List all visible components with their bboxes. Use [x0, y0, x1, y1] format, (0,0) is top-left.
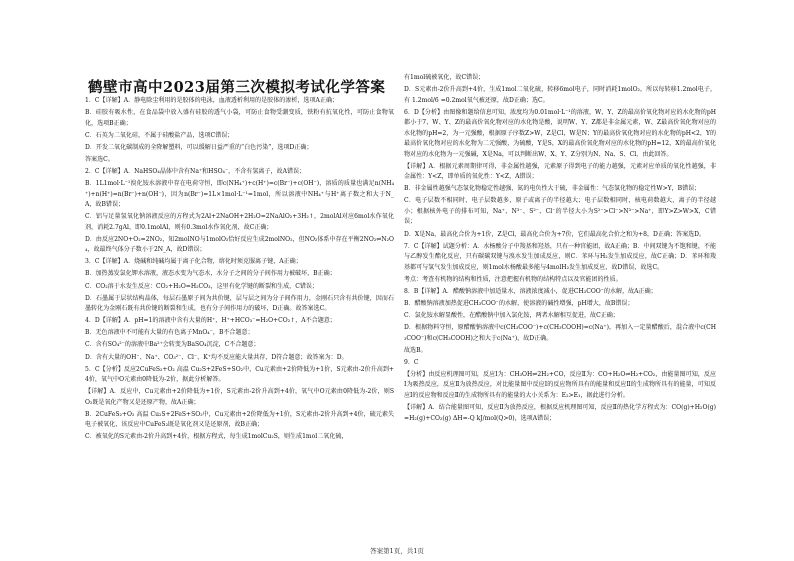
right-paragraph: 6．D【分析】由图像和题给信息可知，浓度均为0.01mol·L⁻¹的溶液，W、Y、Z的最高价氧化物对应的水化物的pH都小于7，W、Y、Z的最高价氧化物对应的水化物是酸，说明W、Y、Z都是非金属元素，W、Z最高价氧化物对应的水化物的pH=2，为一元强酸，根据原子序数Z>W，Z是Cl，W是N；Y的最高价氧化物对应的水化物的pH<2，Y的最高价氧化物对应的水化物为二元强酸，为硫酸，Y是S，X的最高价氧化物对应的水化物的pH=12，X的最高价氧化物对应的水化物为一元强碱，X是Na，可以判断出W、X、Y、Z分别为N、Na、S、Cl，由此回答。	[404, 108, 716, 158]
right-paragraph: 8．B【详解】A．醋酸钠溶液中加适量水，溶液浓度减小，促进CH₃COO⁻的水解，故A正确；	[404, 287, 657, 295]
left-paragraph: 3．C【详解】A．烧碱和纯碱均属于离子化合物，熔化时须克服离子键，A正确；	[85, 258, 302, 266]
left-paragraph: D．含有大量的OH⁻、Na⁺、CO₃²⁻、Cl⁻、K⁺均不反应能大量共存，D符合题意；故答案为：D。	[85, 353, 348, 361]
right-paragraph: 9．C	[404, 358, 419, 366]
left-paragraph: B．无色溶液中不可能有大量的有色离子MnO₄⁻，B不合题意；	[85, 329, 254, 337]
left-paragraph: 2．C【详解】A．NaHSO₄晶体中含有Na⁺和HSO₄⁻，不含有氢离子，故A错误；	[85, 167, 306, 175]
right-paragraph: 故选B。	[404, 346, 427, 354]
right-paragraph: C．氯化铵水解显酸性，在醋酸钠中加入氯化铵，两者水解相互促进，故C正确；	[404, 312, 619, 320]
left-paragraph: B．2CuFeS₂+O₂ 高温 Cu₂S+2FeS+SO₂中，Cu元素由+2价降低为+1价，S元素由-2价升高到+4价，硫元素失电子被氧化，该反应中CuFeS₂既是氧化剂又是还原剂，故B正确；	[85, 410, 394, 429]
left-paragraph: C．铝与足量氢氧化钠溶液反应的方程式为2Al+2NaOH+2H₂O=2NaAlO₂+3H₂↑，2molAl对应6mol水作氧化剂，消耗2.7gAl，即0.1molAl，则有0.3mol水作氧化剂，故C正确；	[85, 213, 394, 231]
left-paragraph: D．石墨属于层状结构晶体，每层石墨原子间为共价键，层与层之间为分子间作用力，金刚石只含有共价键，因而石墨转化为金刚石既有共价键的断裂和生成，也有分子间作用力的破坏，D正确。故答案选C。	[85, 294, 394, 313]
right-paragraph: 有1mol硫被氧化，故C错误；	[404, 74, 485, 81]
left-paragraph: B．1L1mol·L⁻¹溴化铵水溶液中存在电荷守恒，即c(NH₄⁺)+c(H⁺)=c(Br⁻)+c(OH⁻)，溶质的质量也满足n(NH₄⁺)+n(H⁺)=n(Br⁻)+n(OH⁻)，因为n(Br⁻)=1L×1mol·L⁻¹=1mol，所以溶液中NH₄⁺与H⁺离子数之和大于N_A，故B错误；	[85, 180, 394, 209]
left-paragraph: C．含有SO₄²⁻的溶液中Ba²⁺会转变为BaSO₄沉淀，C不合题意；	[85, 341, 260, 349]
right-paragraph: D．X是Na，最高化合价为+1价，Z是Cl，最高化合价为+7价，它们最高化合价之和为+8，D正确；答案选D。	[404, 230, 706, 238]
right-paragraph: 【详解】A．结合能量图可知，反应Ⅱ为放热反应，根据反应机理图可知，反应Ⅱ的热化学方程式为：CO(g)+H₂O(g)=H₂(g)+CO₂(g) ΔH=-Q kJ/mol(Q>0)，选项A错误；	[404, 404, 716, 422]
left-column	[85, 96, 394, 444]
right-paragraph: C．电子层数不相同时，电子层数越多，原子或离子的半径越大；电子层数相同时，核电荷数越大，离子的半径越小；根据核外电子的排布可知，Na⁺、N³⁻、S²⁻、Cl⁻的半径大小为S²⁻>Cl⁻>N³⁻>Na⁺，即Y>Z>W>X，C错误；	[404, 197, 716, 226]
page-footer: 答案第1页，共1页	[370, 547, 424, 555]
right-paragraph: 【详解】A．根据元素周期律可得，非金属性越强，元素原子得到电子的能力越强，元素对应单质的氧化性越强，非金属性：Y<Z，即单质的氧化性：Y<Z，A错误；	[404, 162, 716, 181]
left-paragraph: 1．C【详解】A．静电除尘利用的是胶体的电泳，血液透析利用的是胶体的渗析，选项A正确；	[85, 97, 339, 104]
left-paragraph: C．被氧化的S元素由-2价升高到+4价，根据方程式，每生成1molCu₂S，则生成1mol二氧化硫，	[85, 433, 348, 441]
right-paragraph: B．醋酸钠溶液加热促进CH₃COO⁻的水解，使溶液的碱性增强，pH增大，故B错误；	[404, 299, 634, 307]
left-paragraph: 答案选C。	[85, 155, 114, 163]
document-title: 鹤壁市高中2023届第三次模拟考试化学答案	[88, 79, 386, 96]
left-paragraph: B．加热蒸发氯化钾水溶液，液态水变为气态水，水分子之间的分子间作用力被破坏，B正确；	[85, 270, 336, 278]
left-paragraph: 【详解】A．反应中，Cu元素由+2价降低为+1价，S元素由-2价升高到+4价，氧气中O元素由0降低为-2价，则SO₂既是氧化产物又是还原产物，故A正确；	[85, 388, 394, 406]
left-paragraph: B．硅胶有吸水性，在食品袋中放入盛有硅胶的透气小袋，可防止食物受潮变质，铁粉有抗氧化性，可防止食物氧化，选项B正确；	[85, 109, 394, 127]
right-paragraph: D．根据物料守恒，原醋酸钠溶液中c(CH₃COO⁻)+c(CH₃COOH)=c(Na⁺)，再加入一定量醋酸后，混合液中c(CH₃COO⁻)和c(CH₃COOH)之和大于c(Na⁺)，故D正确。	[404, 324, 716, 342]
left-paragraph: D．由反应2NO+O₂=2NO₂，知2molNO与1molO₂恰好反应生成2molNO₂，但NO₂体系中存在平衡2NO₂⇌N₂O₄，故最终气体分子数小于2N_A，故D错误；	[85, 235, 394, 254]
right-paragraph: 7．C【详解】试题分析：A．水杨酸分子中羧基和羟基，只有一种官能团，故A正确；B．中间双键为不饱和键，不能与乙醇发生酯化反应，只有碳碳双键与溴水发生加成反应，则C．苯环与H₂发生加成反应，故C正确；D．苯环和羧基都可与氢气发生加成反应，则1mol水杨酸最多能与4molH₂发生加成反应，故D错误，故选C。	[404, 242, 716, 271]
left-paragraph: C．CO₂溶于水发生反应：CO₂+H₂O=H₂CO₃，这里有化学键的断裂和生成，C错误；	[85, 282, 318, 290]
left-paragraph: C．石英为二氧化硅，不属于硅酸盐产品，选项C错误；	[85, 131, 234, 139]
right-paragraph: D．S元素由-2价升高到+4价，生成1mol二氧化硫，转移6mol电子，同时消耗1molO₂，所以每转移1.2mol电子，有 1.2mol/6 =0.2mol氧气被还原，故D正确；选C。	[404, 86, 716, 104]
right-paragraph: 考点：考查有机物的结构和性质，注意把握有机物的结构特点以及官能团的性质。	[404, 275, 622, 283]
left-paragraph: 5．C【分析】反应2CuFeS₂+O₂ 高温 Cu₂S+2FeS+SO₂中，Cu元素由+2价降低为+1价，S元素由-2价升高到+4价，氧气中O元素由0降低为-2价，据此分析解答。	[85, 365, 394, 384]
left-paragraph: 4．D【详解】A．pH=1的溶液中含有大量的H⁺，H⁺+HCO₃⁻=H₂O+CO₂↑，A不合题意；	[85, 317, 336, 325]
right-paragraph: 【分析】由反应机理图可知，反应Ⅰ为：CH₃OH⇌2H₂+CO，反应Ⅱ为：CO+H₂O⇌H₂+CO₂，由能量图可知，反应Ⅰ为吸热反应，反应Ⅱ为放热反应，对比能量图中反应Ⅰ的反应物所具有的能量和反应Ⅱ的生成物所具有的能量，可知反应Ⅰ的反应物和反应Ⅱ的生成物所具有的能量的大小关系为：E₂>E₁，据此进行分析。	[404, 370, 716, 399]
left-paragraph: D．开发二氧化碳制成的全降解塑料，可以缓解日益严重的“白色污染”，选项D正确；	[85, 143, 313, 151]
right-paragraph: B．非金属性越强气态氢化物稳定性越强，氮的电负性大于硫，非金属性：气态氢化物的稳定性W>Y，B错误；	[404, 185, 701, 193]
right-column	[404, 73, 716, 426]
